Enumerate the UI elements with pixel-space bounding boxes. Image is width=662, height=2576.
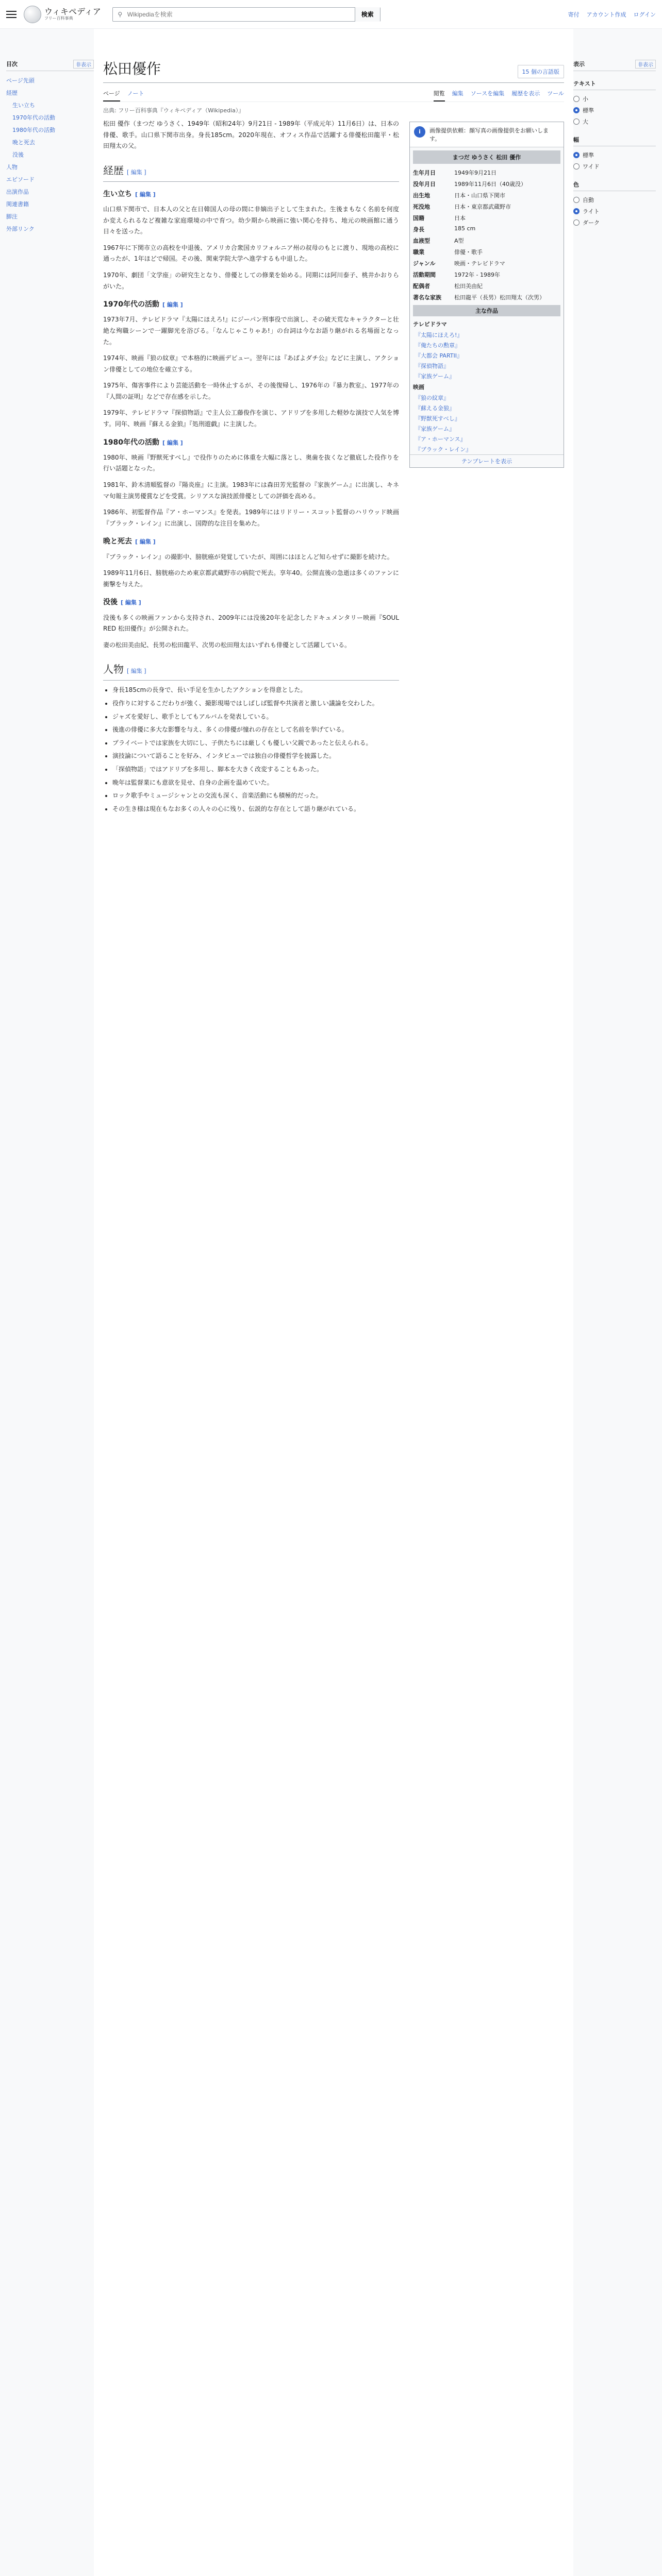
list-item: • 晩年は監督業にも意欲を見せ、自身の企画を温めていた。 bbox=[112, 777, 399, 789]
list-item: • ジャズを愛好し、歌手としてもアルバムを発表している。 bbox=[112, 711, 399, 723]
infobox-row: 身長 185 cm bbox=[413, 225, 476, 233]
color-auto[interactable]: 自動 bbox=[573, 194, 656, 206]
site-logo[interactable] bbox=[24, 6, 101, 23]
toc-item[interactable]: 人物 bbox=[6, 164, 18, 171]
toc-item[interactable]: 晩と死去 bbox=[12, 139, 35, 146]
edit-link[interactable]: [ 編集 ] bbox=[127, 168, 146, 176]
color-dark[interactable]: ダーク bbox=[573, 217, 656, 228]
paragraph: 1986年、初監督作品『ア・ホーマンス』を発表。1989年にはリドリー・スコット監督のハリウッド映画『ブラック・レイン』に出演し、国際的な注目を集めた。 bbox=[103, 509, 399, 527]
edit-link[interactable]: [ 編集 ] bbox=[127, 668, 146, 675]
infobox bbox=[409, 122, 564, 468]
edit-link[interactable]: [ 編集 ] bbox=[121, 599, 141, 606]
text-size-large[interactable]: 大 bbox=[573, 116, 656, 127]
radio-icon bbox=[573, 96, 580, 102]
article-body bbox=[103, 118, 399, 817]
toc-item[interactable]: 関連書籍 bbox=[6, 201, 29, 208]
paragraph: 1979年、テレビドラマ『探偵物語』で主人公工藤俊作を演じ、アドリブを多用した軽妙な演技で人気を博す。同年、映画『蘇える金狼』『処刑遊戯』に主演した。 bbox=[103, 409, 399, 428]
work-link[interactable]: 『太陽にほえろ!』 bbox=[415, 332, 463, 338]
infobox-row: 配偶者 松田美由紀 bbox=[413, 283, 483, 290]
subsection-heading: 晩と死去 [ 編集 ] bbox=[103, 537, 156, 546]
tab-read[interactable]: 閲覧 bbox=[434, 86, 445, 101]
paragraph: 没後も多くの映画ファンから支持され、2009年には没後20年を記念したドキュメンタリー映画『SOUL RED 松田優作』が公開された。 bbox=[103, 614, 399, 633]
tab-talk[interactable]: ノート bbox=[127, 90, 144, 97]
text-size-title: テキスト bbox=[573, 79, 656, 90]
paragraph: 1975年、傷害事件により芸能活動を一時休止するが、その後復帰し、1976年の『暴力教室』、1977年の『人間の証明』などで存在感を示した。 bbox=[103, 382, 399, 400]
source-line: 出典: フリー百科事典『ウィキペディア（Wikipedia）』 bbox=[103, 107, 244, 114]
list-item: • その生き様は現在もなお多くの人々の心に残り、伝説的な存在として語り継がれている。 bbox=[112, 804, 399, 815]
image-request-notice: i 画像提供依頼：顔写真の画像提供をお願いします。 bbox=[410, 122, 564, 147]
radio-icon bbox=[573, 152, 580, 158]
toc-item[interactable]: エピソード bbox=[6, 176, 35, 183]
width-standard[interactable]: 標準 bbox=[573, 149, 656, 161]
paragraph: 山口県下関市で、日本人の父と在日韓国人の母の間に非嫡出子として生まれた。生後まもなく名前を何度か変えられるなど複雑な家庭環境の中で育つ。幼少期から映画に強い関心を持ち、地元の映画館に通う日々を送った。 bbox=[103, 205, 399, 235]
work-link[interactable]: 『ア・ホーマンス』 bbox=[415, 436, 466, 443]
work-link[interactable]: 『家族ゲーム』 bbox=[415, 426, 455, 432]
create-account-link[interactable]: アカウント作成 bbox=[586, 11, 626, 18]
edit-link[interactable]: [ 編集 ] bbox=[162, 439, 183, 446]
donate-link[interactable]: 寄付 bbox=[568, 11, 580, 18]
infobox-row: 死没地 日本・東京都武蔵野市 bbox=[413, 204, 511, 210]
color-title: 色 bbox=[573, 180, 656, 191]
toc-title: 目次 非表示 bbox=[6, 60, 94, 71]
list-item: • 役作りに対するこだわりが強く、撮影現場ではしばしば監督や共演者と激しい議論を交わした。 bbox=[112, 698, 399, 709]
globe-logo-icon bbox=[24, 6, 41, 23]
list-item: • 演技論について語ることを好み、インタビューでは独自の俳優哲学を披露した。 bbox=[112, 751, 399, 762]
search-input[interactable] bbox=[127, 11, 355, 18]
paragraph: 1981年、鈴木清順監督の『陽炎座』に主演。1983年には森田芳光監督の『家族ゲーム』に出演し、キネマ旬報主演男優賞などを受賞。シリアスな演技派俳優としての評価を高める。 bbox=[103, 481, 399, 500]
subsection-heading: 没後 [ 編集 ] bbox=[103, 598, 141, 607]
radio-icon bbox=[573, 107, 580, 113]
subsection-heading: 生い立ち [ 編集 ] bbox=[103, 190, 156, 198]
infobox-row: 出生地 日本・山口県下関市 bbox=[413, 192, 505, 199]
intro-paragraph: 松田 優作（まつだ ゆうさく、1949年（昭和24年）9月21日 - 1989年（平成元年）11月6日）は、日本の俳優、歌手。山口県下関市出身。身長185cm。2020年現在、オフィス作品で活躍する俳優松田龍平・松田翔太の父。 bbox=[103, 120, 399, 150]
edit-link[interactable]: [ 編集 ] bbox=[162, 301, 183, 309]
toc-sidebar bbox=[6, 29, 94, 2576]
language-button[interactable]: 15 個の言語版 bbox=[518, 65, 565, 78]
subsection-heading: 1970年代の活動 [ 編集 ] bbox=[103, 300, 183, 309]
search-box bbox=[112, 7, 380, 22]
infobox-works-head: 主な作品 bbox=[413, 305, 560, 316]
toc-item[interactable]: 外部リンク bbox=[6, 226, 35, 232]
infobox-row: 血液型 A型 bbox=[413, 238, 464, 244]
template-link[interactable]: テンプレートを表示 bbox=[410, 454, 564, 467]
logo-title: ウィキペディア bbox=[44, 7, 101, 17]
infobox-row: ジャンル 映画・テレビドラマ bbox=[413, 260, 505, 267]
person-list bbox=[103, 685, 399, 815]
paragraph: 1970年、劇団「文学座」の研究生となり、俳優としての修業を始める。同期には阿川泰子、桃井かおりらがいた。 bbox=[103, 271, 399, 290]
work-link[interactable]: 『狼の紋章』 bbox=[415, 395, 449, 401]
work-link[interactable]: 『大都会 PARTII』 bbox=[415, 352, 463, 359]
tab-history[interactable]: 履歴を表示 bbox=[511, 90, 540, 97]
infobox-row: 生年月日 1949年9月21日 bbox=[413, 170, 496, 176]
paragraph: 『ブラック・レイン』の撮影中、膀胱癌が発覚していたが、周囲にはほとんど知らせずに撮影を続けた。 bbox=[103, 553, 393, 561]
paragraph: 1980年、映画『野獣死すべし』で役作りのために体重を大幅に落とし、奥歯を抜くなど徹底した役作りを行い話題となった。 bbox=[103, 453, 399, 472]
page-tabs bbox=[103, 86, 564, 102]
info-icon: i bbox=[414, 126, 425, 138]
width-title: 幅 bbox=[573, 135, 656, 146]
search-button[interactable]: 検索 bbox=[355, 7, 380, 22]
work-link[interactable]: 『探偵物語』 bbox=[415, 363, 449, 369]
infobox-name: まつだ ゆうさく 松田 優作 bbox=[413, 150, 560, 164]
toc-item[interactable]: 1970年代の活動 bbox=[12, 114, 55, 121]
toc-item[interactable]: 脚注 bbox=[6, 213, 18, 220]
infobox-row: 活動期間 1972年 - 1989年 bbox=[413, 272, 500, 278]
work-link[interactable]: 『家族ゲーム』 bbox=[415, 373, 455, 380]
toc-item[interactable]: 生い立ち bbox=[12, 102, 35, 109]
text-size-small[interactable]: 小 bbox=[573, 93, 656, 105]
edit-link[interactable]: [ 編集 ] bbox=[135, 538, 156, 546]
search-icon: ⚲ bbox=[118, 10, 123, 18]
section-heading: 経歴 [ 編集 ] bbox=[103, 161, 399, 182]
list-item: • ロック歌手やミュージシャンとの交流も深く、音楽活動にも積極的だった。 bbox=[112, 790, 399, 802]
work-link[interactable]: 『ブラック・レイン』 bbox=[415, 446, 472, 453]
infobox-works-label: テレビドラマ bbox=[413, 321, 447, 328]
color-light[interactable]: ライト bbox=[573, 206, 656, 217]
list-item: • プライベートでは家族を大切にし、子供たちには厳しくも優しい父親であったと伝えられる。 bbox=[112, 738, 399, 749]
width-wide[interactable]: ワイド bbox=[573, 161, 656, 172]
paragraph: 1974年、映画『狼の紋章』で本格的に映画デビュー。翌年には『あばよダチ公』などに主演し、アクション俳優としての地位を確立する。 bbox=[103, 354, 399, 373]
appearance-sidebar bbox=[573, 29, 656, 2576]
radio-icon bbox=[573, 197, 580, 203]
infobox-row: 職業 俳優・歌手 bbox=[413, 249, 483, 256]
toc-item[interactable]: ページ先頭 bbox=[6, 77, 35, 84]
list-item: • 身長185cmの長身で、長い手足を生かしたアクションを得意とした。 bbox=[112, 685, 399, 696]
toc-item[interactable]: 1980年代の活動 bbox=[12, 127, 55, 133]
paragraph: 1973年7月、テレビドラマ『太陽にほえろ!』にジーパン刑事役で出演し、その破天荒なキャラクターと壮絶な殉職シーンで一躍脚光を浴びる。「なんじゃこりゃあ!」の台詞は今なお語り継がれる名場面となった。 bbox=[103, 316, 399, 346]
tab-edit-source[interactable]: ソースを編集 bbox=[470, 90, 505, 97]
work-link[interactable]: 『蘇える金狼』 bbox=[415, 405, 455, 412]
infobox-row: 国籍 日本 bbox=[413, 215, 466, 222]
radio-icon bbox=[573, 208, 580, 214]
infobox-works-label: 映画 bbox=[413, 384, 424, 391]
subsection-heading: 1980年代の活動 [ 編集 ] bbox=[103, 438, 183, 447]
radio-icon bbox=[573, 219, 580, 226]
infobox-row: 没年月日 1989年11月6日（40歳没） bbox=[413, 181, 526, 188]
toc-item[interactable]: 出演作品 bbox=[6, 189, 29, 195]
main-content bbox=[94, 29, 573, 2576]
edit-link[interactable]: [ 編集 ] bbox=[135, 191, 156, 198]
logo-subtitle: フリー百科事典 bbox=[44, 15, 73, 21]
radio-icon bbox=[573, 118, 580, 125]
login-link[interactable]: ログイン bbox=[633, 11, 656, 18]
menu-icon[interactable] bbox=[6, 11, 16, 18]
tab-edit[interactable]: 編集 bbox=[452, 90, 464, 97]
appearance-hide-button[interactable]: 非表示 bbox=[635, 60, 656, 69]
list-item: • 「探偵物語」ではアドリブを多用し、脚本を大きく改変することもあった。 bbox=[112, 764, 399, 775]
work-link[interactable]: 『俺たちの勲章』 bbox=[415, 342, 460, 349]
toc-item[interactable]: 没後 bbox=[12, 151, 24, 158]
paragraph: 1967年に下関市立の高校を中退後、アメリカ合衆国カリフォルニア州の叔母のもとに渡り、現地の高校に通ったが、1年ほどで帰国。その後、関東学院大学へ進学するも中退した。 bbox=[103, 244, 399, 263]
work-link[interactable]: 『野獣死すべし』 bbox=[415, 415, 460, 422]
toc-item[interactable]: 経歴 bbox=[6, 90, 18, 96]
tab-page[interactable]: ページ bbox=[103, 86, 120, 101]
tab-tools[interactable]: ツール bbox=[547, 90, 564, 97]
appearance-title: 表示 非表示 bbox=[573, 60, 656, 71]
radio-icon bbox=[573, 163, 580, 170]
paragraph: 1989年11月6日、膀胱癌のため東京都武蔵野市の病院で死去。享年40。公開直後の急逝は多くのファンに衝撃を与えた。 bbox=[103, 569, 399, 588]
list-item: • 後進の俳優に多大な影響を与え、多くの俳優が憧れの存在として名前を挙げている。 bbox=[112, 724, 399, 736]
text-size-standard[interactable]: 標準 bbox=[573, 105, 656, 116]
page-title: 松田優作 bbox=[103, 60, 161, 77]
toc-hide-button[interactable]: 非表示 bbox=[73, 60, 94, 69]
section-heading: 人物 [ 編集 ] bbox=[103, 660, 399, 681]
paragraph: 妻の松田美由紀、長男の松田龍平、次男の松田翔太はいずれも俳優として活躍している。 bbox=[103, 641, 351, 649]
infobox-row: 著名な家族 松田龍平（長男）松田翔太（次男） bbox=[413, 294, 545, 301]
site-header bbox=[0, 0, 662, 29]
